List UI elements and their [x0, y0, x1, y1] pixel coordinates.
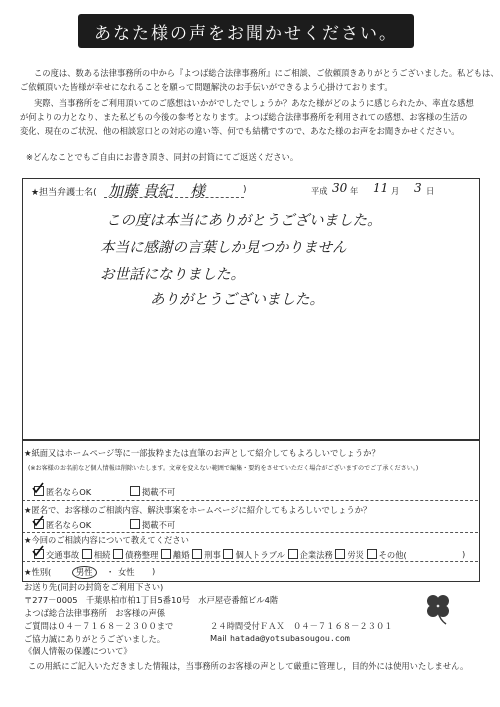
category-question: ★今回のご相談内容について教えてください [24, 535, 189, 545]
gender-label: ★性別( [24, 567, 52, 577]
banner [78, 14, 414, 48]
date-month-unit: 月 [391, 186, 400, 196]
footer-address: 〒277－0005 千葉県柏市柏1丁目5番10号 水戸屋壱番館ビル4階 [24, 595, 279, 605]
footer-mail[interactable]: hatada@yotsubasougou.com [230, 633, 350, 643]
intro-line-3: 実際、当事務所をご利用頂いてのご感想はいかがでしたでしょうか？あなた様がどのように感じられたか、率直な感想 [34, 98, 474, 108]
intro-note: ※どんなことでもご自由にお書き頂き、同封の封筒にてご返送ください。 [26, 152, 299, 162]
category-option-workinjury[interactable]: 労災 [335, 550, 364, 560]
category-option-personal[interactable]: 個人トラブル [223, 550, 284, 560]
survey-box [22, 440, 480, 582]
date-month: 11 [373, 181, 389, 195]
category-option-corporate[interactable]: 企業法務 [288, 550, 333, 560]
consent1-label-refuse: 掲載不可 [142, 487, 176, 497]
category-option-divorce[interactable]: 離婚 [161, 550, 190, 560]
lawyer-label: ★担当弁護士名( [31, 188, 97, 198]
footer-send-to: お送り先(同封の封筒をご利用下さい) [24, 582, 164, 592]
footer-office: よつば総合法律事務所 お客様の声係 [24, 608, 166, 618]
consent2-label-refuse: 掲載不可 [142, 520, 176, 530]
footer-mail-label: Mail [210, 633, 227, 643]
lawyer-honorific: 様 [190, 182, 206, 200]
date-year-unit: 年 [350, 186, 359, 196]
gender-close: ) [152, 566, 156, 576]
consent1-question: ★紙面又はホームページ等に一部抜粋または直筆のお声として紹介してもよろしいでしょうか？ [24, 448, 380, 458]
intro-line-1: この度は、数ある法律事務所の中から『よつば総合法律事務所』にご相談、ご依頼頂きありがとうございました。私どもは、 [34, 68, 499, 78]
comment-line-3: お世話になりました。 [100, 267, 245, 283]
consent2-question: ★匿名で、お客様のご相談内容、解決事案をホームページに紹介してもよろしいでしょうか？ [24, 505, 372, 515]
consent2-label-anonymous: 匿名ならOK [46, 520, 92, 530]
category-option-criminal[interactable]: 刑事 [192, 550, 221, 560]
footer-phone: ご質問は０４－７１６８－２３００まで [24, 621, 174, 631]
consent1-note: (※お客様のお名前など個人情報は削除いたします。文章を変えない範囲で編集・要約をさせていただく場合がございますのでご了承ください。) [28, 465, 419, 472]
footer-privacy-text: この用紙にご記入いただきました情報は，当事務所のお客様の声として厳重に管理し，目的外には使用いたしません。 [28, 661, 469, 671]
intro-line-2: ご依頼頂いた皆様が幸せになれることを願って問題解決のお手伝いができるよう心掛けております。 [20, 82, 393, 92]
consent1-label-anonymous: 匿名ならOK [46, 487, 92, 497]
gender-female[interactable]: 女性 [118, 567, 135, 577]
page-title: あなた様の声をお聞かせください。 [94, 23, 398, 44]
category-option-traffic[interactable]: 交通事故 [34, 550, 79, 560]
gender-dot: ・ [106, 567, 115, 577]
footer-fax: ２４時間受付ＦＡＸ ０４－７１６８－２３０１ [210, 621, 393, 631]
lawyer-name: 加藤 貴紀 [108, 182, 173, 200]
comment-line-1: この度は本当にありがとうございました。 [106, 213, 382, 229]
date-era: 平成 [311, 186, 328, 196]
clover-icon [420, 590, 456, 626]
lawyer-close-paren: ) [243, 185, 247, 195]
date-day: 3 [414, 181, 422, 195]
gender-male-circle: 男性 [72, 566, 97, 579]
lawyer-underline [104, 197, 244, 198]
category-option-debt[interactable]: 債務整理 [113, 550, 158, 560]
comment-line-2: 本当に感謝の言葉しか見つかりません [100, 240, 347, 256]
intro-line-4: が何よりの力となり、また私どもの今後の参考となります。よつば総合法律事務所を利用されての感想、お客様の生活の [20, 112, 468, 122]
footer-privacy-title: 《個人情報の保護について》 [24, 646, 132, 656]
comment-line-4: ありがとうございました。 [150, 292, 324, 308]
category-other-close: ) [462, 549, 466, 559]
intro-line-5: 変化、現在のご状況、他の相談窓口との対応の違い等、何でも結構ですので、あなた様のお声をお聞きかせください。 [20, 126, 460, 136]
date-day-unit: 日 [426, 186, 435, 196]
date-year: 30 [332, 181, 348, 195]
category-option-other[interactable]: その他( [367, 550, 407, 560]
category-option-inheritance[interactable]: 相続 [82, 550, 111, 560]
footer-thanks: ご協力誠にありがとうございました。 [24, 634, 166, 644]
